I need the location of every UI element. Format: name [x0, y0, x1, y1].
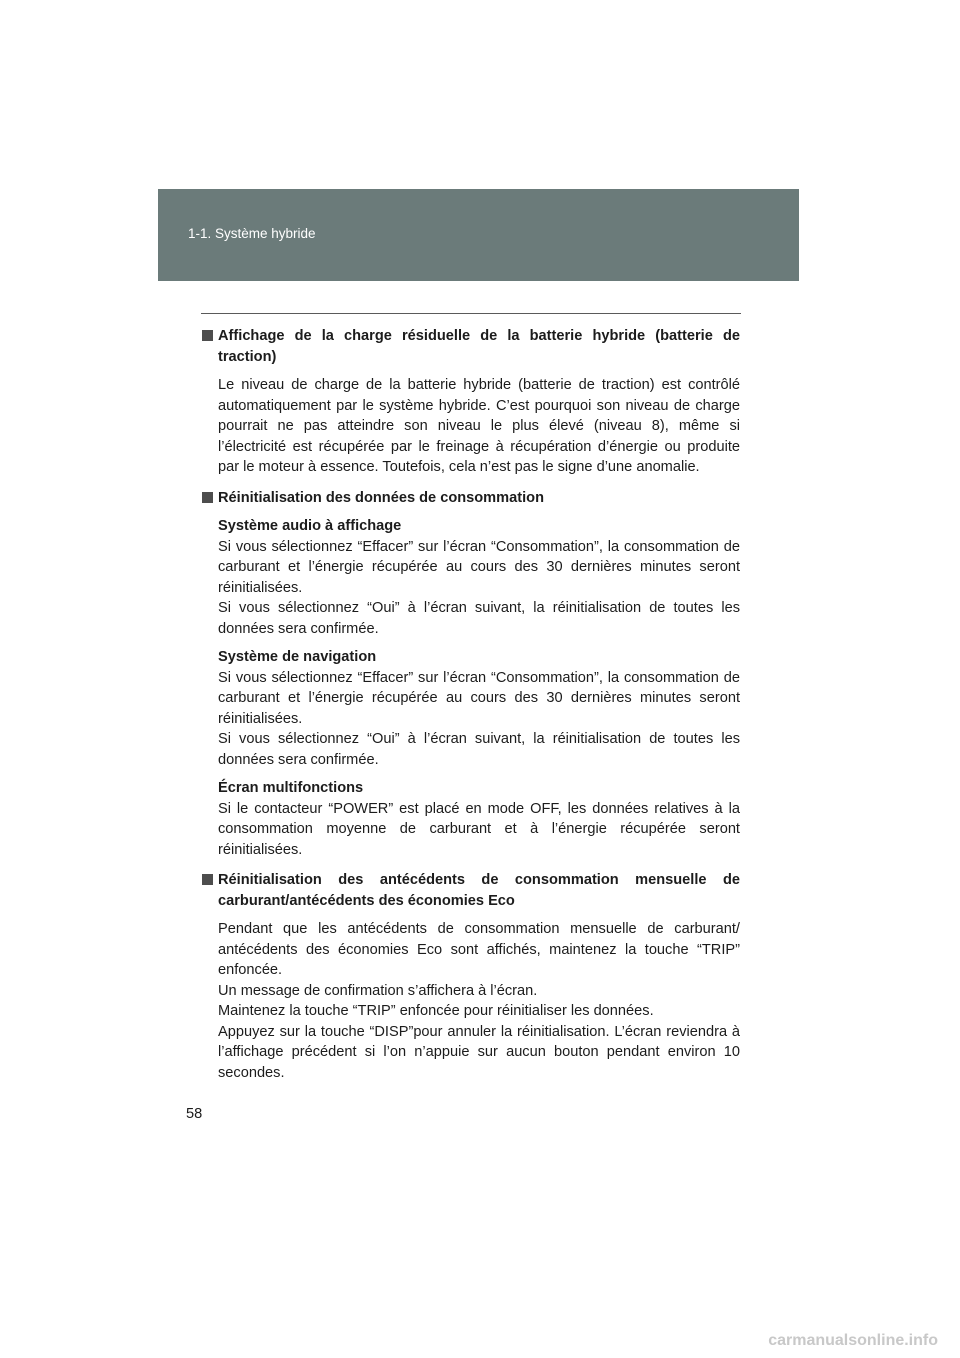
paragraph-line: Maintenez la touche “TRIP” enfoncée pour réinitialiser les données.: [218, 1003, 654, 1019]
square-bullet-icon: [202, 874, 213, 885]
square-bullet-icon: [202, 492, 213, 503]
subsection-title-audio: Système audio à affichage: [218, 518, 402, 534]
section-heading-battery-charge: [200, 326, 740, 367]
section-heading-text: Affichage de la charge résiduelle de la batterie hybride (batterie de traction): [218, 328, 740, 365]
paragraph-line: Pendant que les antécédents de consommation mensuelle de carburant/ antécédents des économies Eco sont affichés, maintenez la touche “TRIP” enfoncée.: [218, 921, 740, 978]
paragraph-line: Si le contacteur “POWER” est placé en mode OFF, les données relatives à la consommation moyenne de carburant et à l’énergie récupérée seront réinitialisées.: [218, 800, 740, 858]
header-divider: [201, 313, 741, 314]
paragraph-line: Si vous sélectionnez “Effacer” sur l’écran “Consommation”, la consommation de carburant et l’énergie récupérée au cours des 30 dernières minutes seront réinitialisées.: [218, 669, 740, 727]
paragraph-line: Si vous sélectionnez “Effacer” sur l’écran “Consommation”, la consommation de carburant et l’énergie récupérée au cours des 30 dernières minutes seront réinitialisées.: [218, 538, 740, 596]
section-header-band: [158, 189, 799, 281]
section-heading-text: Réinitialisation des données de consommation: [218, 489, 544, 506]
section-title: 1-1. Système hybride: [188, 226, 316, 241]
square-bullet-icon: [202, 330, 213, 341]
subsection-title-navigation: Système de navigation: [218, 649, 377, 665]
section-heading-text: Réinitialisation des antécédents de consommation mensuelle de carburant/antécédents des économies Eco: [218, 872, 740, 909]
page-content: [200, 326, 740, 1083]
paragraph-line: Un message de confirmation s’affichera à l’écran.: [218, 982, 538, 999]
section-body-text: Le niveau de charge de la batterie hybride (batterie de traction) est contrôlé automatiquement par le système hybride. C’est pourquoi son niveau de charge pourrait ne pas atteindre son niveau le plus élevé (niveau 8), même si l’électricité est récupérée par le freinage à récupération d’énergie ou produite par le moteur à essence. Toutefois, cela n’est pas le signe d’une anomalie.: [218, 377, 740, 475]
subsection-title-multifunction: Écran multifonctions: [218, 780, 364, 796]
paragraph-line: Appuyez sur la touche “DISP”pour annuler la réinitialisation. L’écran reviendra à l’affichage précédent si l’on n’appuie sur aucun bouton pendant environ 10 secondes.: [218, 1023, 740, 1081]
watermark: carmanualsonline.info: [768, 1332, 938, 1349]
paragraph-line: Si vous sélectionnez “Oui” à l’écran suivant, la réinitialisation de toutes les données sera confirmée.: [218, 731, 740, 768]
paragraph-line: Si vous sélectionnez “Oui” à l’écran suivant, la réinitialisation de toutes les données sera confirmée.: [218, 600, 740, 637]
section-heading-reset-history: [200, 870, 740, 911]
section-heading-reset-consumption: [200, 488, 740, 509]
page-number: 58: [186, 1106, 203, 1122]
